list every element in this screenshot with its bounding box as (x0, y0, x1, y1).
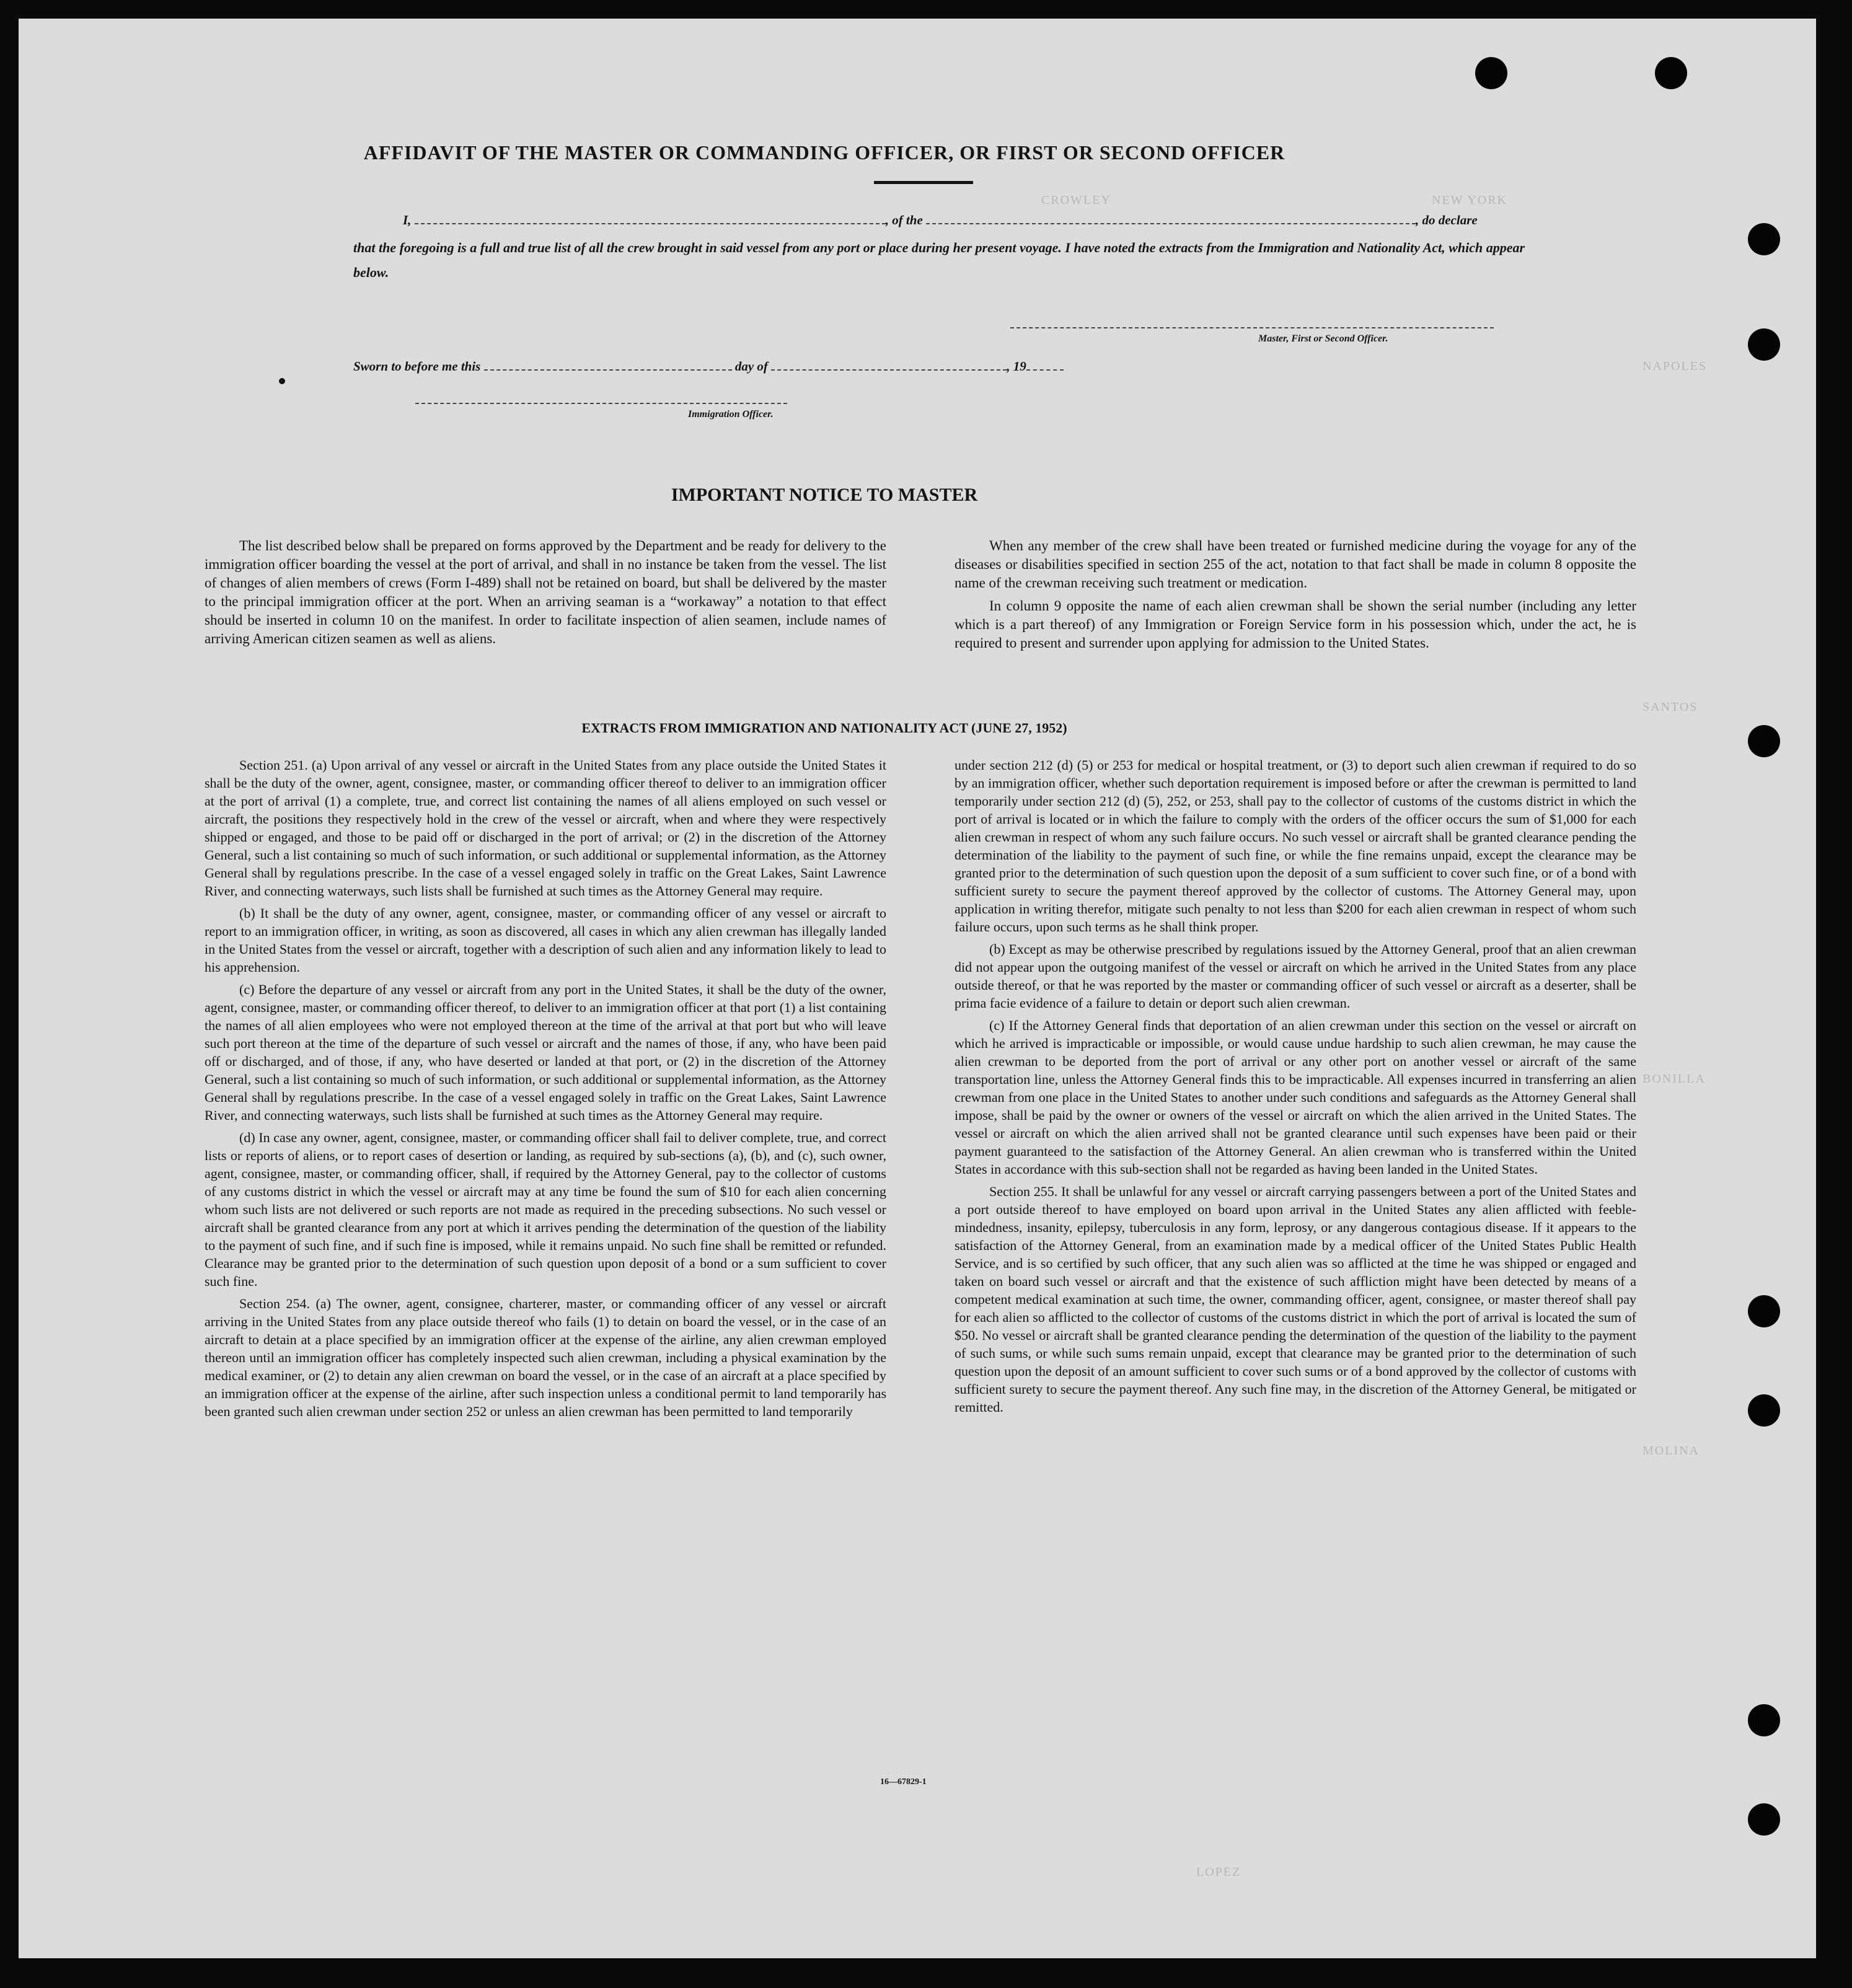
notice-right-paragraph-2: In column 9 opposite the name of each alien crewman shall be shown the serial number (including any letter which is a part thereof) of any Immigration or Foreign Service form in his possession which, under the act, he is required to present and surrender upon applying for admission to the United States. (955, 598, 1636, 651)
vessel-field[interactable] (926, 212, 1416, 224)
day-of-label: day of (734, 359, 768, 374)
punch-hole (1748, 223, 1780, 255)
master-caption: Master, First or Second Officer. (1258, 333, 1388, 344)
section-251-b: (b) It shall be the duty of any owner, agent, consignee, master, or commanding officer of any vessel or aircraft to report to an immigration officer, in writing, as soon as discovered, all cases in which any alien crewman has illegally landed in the United States from the vessel or aircraft, together with a description of such alien and any information likely to lead to his apprehension. (205, 905, 886, 975)
declaration-line (403, 212, 1531, 228)
section-254-a: Section 254. (a) The owner, agent, consignee, charterer, master, or commanding officer of any vessel or aircraft arriving in the United States from any place outside thereof who fails (1) to detain on board the vessel, or in the case of an aircraft to detain at a place specified by an immigration officer at the expense of the airline, any alien crewman employed thereon until an immigration officer has completely inspected such alien crewman, including a physical examination by the medical examiner, or (2) to detain any alien crewman on board the vessel, or in the case of an aircraft at a place specified by an immigration officer at the expense of the airline, after such inspection unless a conditional permit to land temporarily has been granted such alien crewman under section 252 or unless an alien crewman has been permitted to land temporarily (205, 1296, 886, 1419)
notice-left-paragraph: The list described below shall be prepared on forms approved by the Department and be ready for delivery to the immigration officer boarding the vessel at the port of arrival, and shall in no instance be taken from the vessel. The list of changes of alien members of crews (Form I-489) shall not be retained on board, but shall be delivered by the master to the principal immigration officer at the port. When an arriving seaman is a “workaway” a notation to that effect should be inserted in column 10 on the manifest. In order to facilitate inspection of alien seamen, include names of arriving American citizen seamen as well as aliens. (205, 538, 886, 646)
sworn-month-field[interactable] (771, 358, 1007, 371)
notice-title: IMPORTANT NOTICE TO MASTER (671, 485, 978, 505)
extracts-right-column (955, 756, 1636, 1420)
declare-end-label: , do declare (1416, 213, 1478, 227)
bleed-through-mark: LOPEZ (1196, 1865, 1241, 1879)
sworn-line (353, 358, 1221, 374)
section-251-d: (d) In case any owner, agent, consignee, master, or commanding officer shall fail to deliver complete, true, and correct lists or reports of aliens, or to report cases of desertion or landing, as required by sub-sections (a), (b), and (c), such owner, agent, consignee, master, or commanding officer, shall, if required by the Attorney General, pay to the collector of customs of any customs district in which the vessel or aircraft may at any time be found the sum of $10 for each alien concerning whom such lists are not delivered or such reports are not made as required in the preceding subsections. No such vessel or aircraft shall be granted clearance from any port at which it arrives pending the determination of the question of the liability to the payment of such fine, and if such fine is imposed, while it remains unpaid. No such fine shall be remitted or refunded. Clearance may be granted prior to the determination of such question upon deposit of a bond or a sum sufficient to cover such fine. (205, 1130, 886, 1289)
declaration-statement: that the foregoing is a full and true list of all the crew brought in said vessel from any port or place during her present voyage. I have noted the extracts from the Immigration and Nationality Act, which appear below. (353, 240, 1525, 280)
sworn-day-field[interactable] (484, 358, 732, 371)
punch-hole (1748, 328, 1780, 361)
notice-right-paragraph-1: When any member of the crew shall have been treated or furnished medicine during the voyage for any of the diseases or disabilities specified in section 255 of the act, notation to that fact shall be made in column 8 opposite the name of the crewman receiving such treatment or medication. (955, 538, 1636, 591)
section-251-a: Section 251. (a) Upon arrival of any vessel or aircraft in the United States from any place outside the United States it shall be the duty of the owner, agent, consignee, master, or commanding officer thereof to deliver to an immigration officer at the port of arrival (1) a complete, true, and correct list containing the names of all aliens employed on such vessel or aircraft, the positions they respectively hold in the crew of the vessel or aircraft, when and where they were respectively shipped or engaged, and those to be paid off or discharged in the port of arrival; or (2) in the discretion of the Attorney General, such a list containing so much of such information, or such additional or supplemental information, as the Attorney General shall by regulations prescribe. In the case of a vessel engaged solely in traffic on the Great Lakes, Saint Lawrence River, and connecting waterways, such lists shall be furnished at such times as the Attorney General may require. (205, 757, 886, 899)
bleed-through-mark: NAPOLES (1643, 359, 1708, 373)
section-254-b: (b) Except as may be otherwise prescribed by regulations issued by the Attorney General, proof that an alien crewman did not appear upon the outgoing manifest of the vessel or aircraft on which he arrived in the United States from any place outside thereof, or that he was reported by the master or commanding officer of such vessel or aircraft as a deserter, shall be prima facie evidence of a failure to detain or deport such alien crewman. (955, 941, 1636, 1011)
bleed-through-mark: SANTOS (1643, 700, 1698, 714)
punch-hole (1655, 57, 1687, 89)
section-254-a-continued: under section 212 (d) (5) or 253 for medical or hospital treatment, or (3) to deport such alien crewman if required to do so by an immigration officer, whether such deportation requirement is imposed before or after the crewman is permitted to land temporarily under section 212 (d) (5), 252, or 253, shall pay to the collector of customs of the customs district in which the port of arrival is located or in which the failure to comply with the orders of the officer occurs the sum of $1,000 for each alien crewman in respect of whom any such failure occurs. No such vessel or aircraft shall be granted clearance pending the determination of the liability to the payment of such fine, or while the fine remains unpaid, except the clearance may be granted prior to the determination of such question upon the deposit of a sum sufficient to cover such fine, or of a bond with sufficient surety to secure the payment thereof approved by the collector of customs. The Attorney General may, upon application in writing therefor, mitigate such penalty to not less than $200 for each alien crewman in respect of whom such failure occurs, upon such terms as he shall think proper. (955, 757, 1636, 935)
section-254-c: (c) If the Attorney General finds that deportation of an alien crewman under this section on the vessel or aircraft on which he arrived is impracticable or impossible, or would cause undue hardship to such alien crewman, he may cause the alien crewman to be deported from the port of arrival or any other port on another vessel or aircraft of the same transportation line, unless the Attorney General finds this to be impracticable. All expenses incurred in transferring an alien crewman from one place in the United States to another under such conditions and safeguards as the Attorney General shall impose, shall be paid by the owner or owners of the vessel or aircraft on which the alien arrived in the United States. The vessel or aircraft on which the alien arrived shall not be granted clearance until such expenses have been paid or their payment guaranteed to the satisfaction of the Attorney General. An alien crewman who is transferred within the United States in accordance with this sub-section shall not be regarded as having been landed in the United States. (955, 1018, 1636, 1177)
section-251-c: (c) Before the departure of any vessel or aircraft from any port in the United States, it shall be the duty of the owner, agent, consignee, master, or commanding officer thereof, to deliver to an immigration officer at that port (1) a list containing the names of all alien employees who were not employed thereon at the time of the arrival at that port but who will leave such port thereon at the time of the departure of such vessel or aircraft and the names of those, if any, who have been paid off or discharged, and of those, if any, who have deserted or landed at that port, or (2) in the discretion of the Attorney General, such a list containing so much of such information, or such additional or supplemental information, as the Attorney General shall by regulations prescribe. In the case of a vessel engaged solely in traffic on the Great Lakes, Saint Lawrence River, and connecting waterways, such lists shall be furnished at such times as the Attorney General may require. (205, 982, 886, 1123)
punch-hole (1748, 1704, 1780, 1736)
extracts-title: EXTRACTS FROM IMMIGRATION AND NATIONALITY ACT (JUNE 27, 1952) (581, 720, 1067, 736)
master-signature-line[interactable] (1010, 327, 1494, 328)
officer-signature-line[interactable] (415, 403, 787, 404)
section-255: Section 255. It shall be unlawful for any vessel or aircraft carrying passengers between a port of the United States and a port outside thereof to have employed on board upon arrival in the United States any alien afflicted with feeble-mindedness, insanity, epilepsy, tuberculosis in any form, leprosy, or any dangerous contagious disease. If it appears to the satisfaction of the Attorney General, from an examination made by a medical officer of the United States Public Health Service, and is so certified by such officer, that any such alien was so afflicted at the time he was shipped or engaged and taken on board such vessel or aircraft and that the existence of such affliction might have been detected by means of a competent medical examination at such time, the owner, commanding officer, agent, consignee, or master thereof shall pay for each alien so afflicted to the collector of customs of the customs district in which the port of arrival is located the sum of $50. No vessel or aircraft shall be granted clearance pending the determination of the question of the liability to the payment of such sums, or while such sums remain unpaid, except that clearance may be granted prior to the determination of such question upon the deposit of an amount sufficient to cover such sums or of a bond approved by the collector of customs with sufficient surety to secure the payment thereof. Any such fine may, in the discretion of the Attorney General, be mitigated or remitted. (955, 1184, 1636, 1415)
officer-caption: Immigration Officer. (688, 409, 774, 420)
bleed-through-mark: NEW YORK (1432, 193, 1508, 207)
declare-of-the-label: , of the (885, 213, 923, 227)
ink-dot (279, 378, 285, 384)
title-underline (874, 181, 973, 184)
punch-hole (1748, 1295, 1780, 1327)
bleed-through-mark: MOLINA (1643, 1444, 1700, 1458)
punch-hole (1748, 1394, 1780, 1427)
punch-hole (1475, 57, 1507, 89)
bleed-through-mark: CROWLEY (1041, 193, 1111, 207)
name-field[interactable] (415, 212, 886, 224)
notice-left-column (205, 537, 886, 653)
sworn-label: Sworn to before me this (353, 359, 481, 374)
notice-right-column (955, 537, 1636, 657)
punch-hole (1748, 1803, 1780, 1836)
year-label: , 19 (1007, 359, 1026, 374)
declare-i-label: I, (403, 213, 412, 227)
extracts-left-column (205, 756, 886, 1425)
form-number: 16—67829-1 (880, 1777, 927, 1787)
affidavit-title: AFFIDAVIT OF THE MASTER OR COMMANDING OFFICER, OR FIRST OR SECOND OFFICER (363, 141, 1285, 164)
sworn-year-field[interactable] (1026, 358, 1064, 371)
document-page (19, 19, 1816, 1958)
bleed-through-mark: BONILLA (1643, 1072, 1706, 1086)
punch-hole (1748, 725, 1780, 757)
